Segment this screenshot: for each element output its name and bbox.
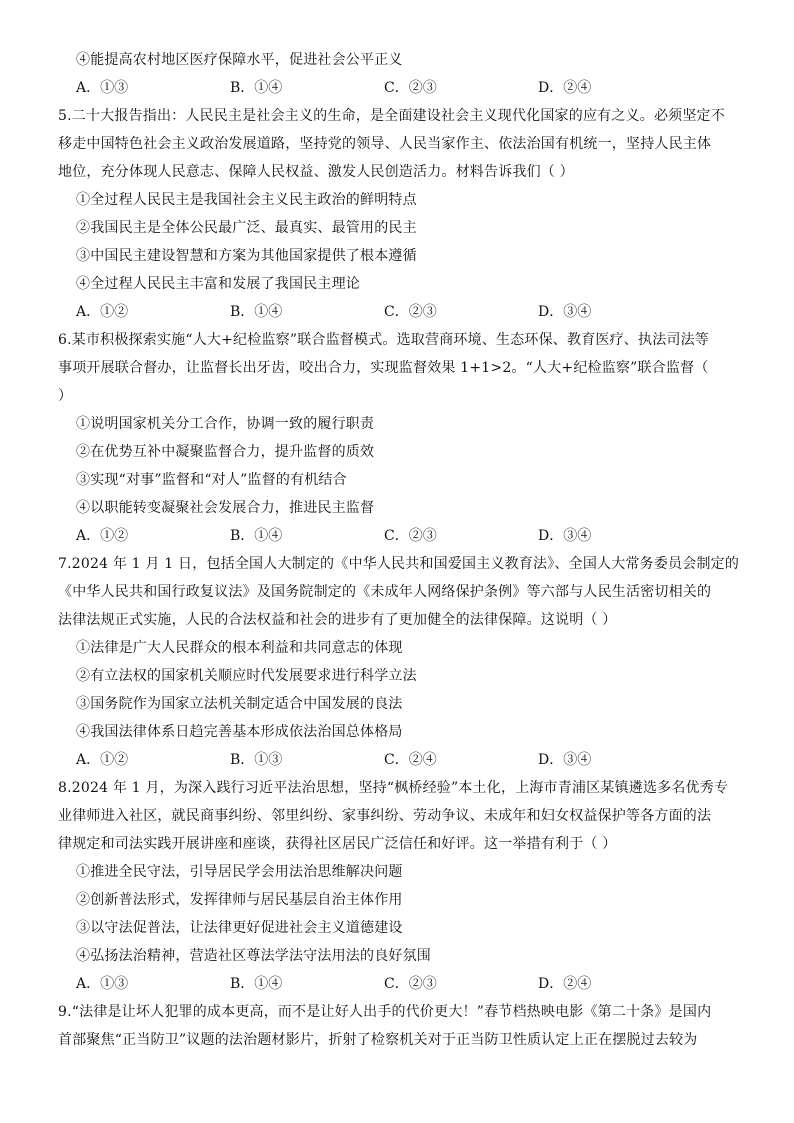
q8-stem-line-2: 业律师进入社区，就民商事纠纷、邻里纠纷、家事纠纷、劳动争议、未成年和妇女权益保护等各方面的法	[58, 808, 712, 824]
q5-option-2: ②我国民主是全体公民最广泛、最真实、最管用的民主	[76, 220, 417, 236]
q7-option-4: ④我国法律体系日趋完善基本形成依法治国总体格局	[76, 724, 403, 740]
q5-stem-line-2: 移走中国特色社会主义政治发展道路，坚持党的领导、人民当家作主、依法治国有机统一，坚持人民主体	[58, 136, 712, 152]
q4-choice-b: B．①④	[230, 80, 283, 96]
q4-choice-c: C．②③	[384, 80, 437, 96]
q6-choice-a: A．①②	[76, 528, 129, 544]
q6-stem-line-3: ）	[58, 388, 73, 404]
q5-option-1: ①全过程人民民主是我国社会主义民主政治的鲜明特点	[76, 192, 417, 208]
q5-choice-a: A．①②	[76, 304, 129, 320]
q8-option-2: ②创新普法形式，发挥律师与居民基层自治主体作用	[76, 892, 403, 908]
q5-choice-b: B．①④	[230, 304, 283, 320]
q8-option-3: ③以守法促普法，让法律更好促进社会主义道德建设	[76, 920, 403, 936]
q8-choice-c: C．②③	[384, 976, 437, 992]
q8-choice-a: A．①③	[76, 976, 129, 992]
q4-choices	[58, 74, 734, 102]
q8-stem-line-1: 8.2024 年 1 月，为深入践行习近平法治思想，坚持“枫桥经验”本土化，上海市青浦区某镇遴选多名优秀专	[58, 780, 729, 796]
q6-choice-d: D．③④	[538, 528, 592, 544]
q8-choices	[58, 970, 734, 998]
q6-choice-b: B．①④	[230, 528, 283, 544]
exam-page	[58, 46, 740, 1054]
q7-choice-d: D．③④	[538, 752, 592, 768]
q9-stem-line-1: 9.“法律是让坏人犯罪的成本更高，而不是让好人出手的代价更大！”春节档热映电影《第二十条》是国内	[58, 1004, 712, 1020]
q7-option-3: ③国务院作为国家立法机关制定适合中国发展的良法	[76, 696, 403, 712]
q7-choice-b: B．①③	[230, 752, 283, 768]
q7-choice-c: C．②④	[384, 752, 437, 768]
q8-option-1: ①推进全民守法，引导居民学会用法治思维解决问题	[76, 864, 403, 880]
q8-stem-line-3: 律规定和司法实践开展讲座和座谈，获得社区居民广泛信任和好评。这一举措有利于（ ）	[58, 836, 617, 852]
q6-stem-line-2: 事项开展联合督办，让监督长出牙齿，咬出合力，实现监督效果 1+1>2。“人大+纪检监察”联合监督（	[58, 360, 709, 376]
q6-choices	[58, 522, 734, 550]
q5-option-3: ③中国民主建设智慧和方案为其他国家提供了根本遵循	[76, 248, 417, 264]
q5-stem-line-3: 地位，充分体现人民意志、保障人民权益、激发人民创造活力。材料告诉我们（ ）	[58, 164, 574, 180]
q5-option-4: ④全过程人民民主丰富和发展了我国民主理论	[76, 276, 360, 292]
q5-choices	[58, 298, 734, 326]
q7-stem-line-2: 《中华人民共和国行政复议法》及国务院制定的《未成年人网络保护条例》等六部与人民生活密切相关的	[58, 584, 712, 600]
q5-choice-c: C．②③	[384, 304, 437, 320]
q6-choice-c: C．②③	[384, 528, 437, 544]
q7-option-2: ②有立法权的国家机关顺应时代发展要求进行科学立法	[76, 668, 417, 684]
q4-choice-d: D．②④	[538, 80, 592, 96]
q9-stem-line-2: 首部聚焦“正当防卫”议题的法治题材影片，折射了检察机关对于正当防卫性质认定上正在摆脱过去较为	[58, 1032, 698, 1048]
q7-stem-line-1: 7.2024 年 1 月 1 日，包括全国人大制定的《中华人民共和国爱国主义教育法》、全国人大常务委员会制定的	[58, 556, 740, 572]
q4-option-4: ④能提高农村地区医疗保障水平，促进社会公平正义	[76, 52, 403, 68]
q6-option-2: ②在优势互补中凝聚监督合力，提升监督的质效	[76, 444, 375, 460]
q5-stem-line-1: 5.二十大报告指出：人民民主是社会主义的生命，是全面建设社会主义现代化国家的应有之义。必须坚定不	[58, 108, 725, 124]
q8-choice-d: D．②④	[538, 976, 592, 992]
q7-option-1: ①法律是广大人民群众的根本利益和共同意志的体现	[76, 640, 403, 656]
q7-stem-line-3: 法律法规正式实施，人民的合法权益和社会的进步有了更加健全的法律保障。这说明（ ）	[58, 612, 617, 628]
q4-choice-a: A．①③	[76, 80, 129, 96]
q6-stem-line-1: 6.某市积极探索实施“人大+纪检监察”联合监督模式。选取营商环境、生态环保、教育医疗、执法司法等	[58, 332, 709, 348]
q5-choice-d: D．③④	[538, 304, 592, 320]
q6-option-4: ④以职能转变凝聚社会发展合力，推进民主监督	[76, 500, 375, 516]
q7-choices	[58, 746, 734, 774]
q7-choice-a: A．①②	[76, 752, 129, 768]
q6-option-3: ③实现“对事”监督和“对人”监督的有机结合	[76, 472, 347, 488]
q6-option-1: ①说明国家机关分工合作，协调一致的履行职责	[76, 416, 375, 432]
q8-option-4: ④弘扬法治精神，营造社区尊法学法守法用法的良好氛围	[76, 948, 431, 964]
q8-choice-b: B．①④	[230, 976, 283, 992]
